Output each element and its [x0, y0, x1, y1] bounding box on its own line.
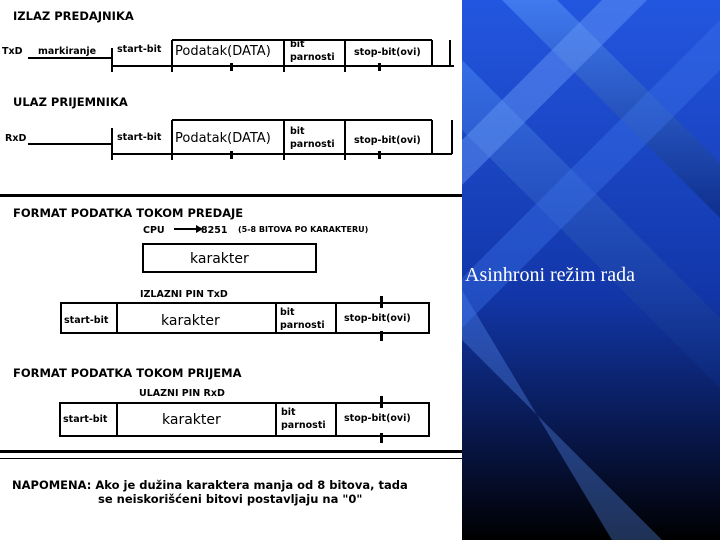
sec1-field-stop-bit: stop-bit(ovi)	[354, 47, 421, 58]
sec2-field-data: Podatak(DATA)	[175, 131, 271, 146]
sec3-pin-label: IZLAZNI PIN TxD	[140, 289, 228, 300]
sec4-field-start-bit: start-bit	[63, 414, 108, 425]
sec1-field-data: Podatak(DATA)	[175, 44, 271, 59]
sec2-field-start-bit: start-bit	[117, 132, 162, 143]
sec1-field-markiranje: markiranje	[38, 46, 97, 57]
sec1-pin-label: TxD	[2, 46, 23, 57]
note-line-2: se neiskorišćeni bitovi postavljaju na "0"	[98, 492, 363, 506]
note-line-1: NAPOMENA: Ako je dužina karaktera manja od 8 bitova, tada	[12, 478, 408, 492]
sec3-field-stop-bit: stop-bit(ovi)	[344, 313, 411, 324]
sec3-field-karakter: karakter	[161, 313, 220, 329]
sec2-field-parnosti: parnosti	[290, 139, 335, 150]
sec3-field-parnosti: parnosti	[280, 320, 325, 331]
sec4-field-stop-bit: stop-bit(ovi)	[344, 413, 411, 424]
sec3-field-start-bit: start-bit	[64, 315, 109, 326]
sec4-field-karakter: karakter	[162, 412, 221, 428]
slide-title: Asinhroni režim rada	[465, 264, 635, 286]
sec3-field-bit: bit	[280, 307, 295, 318]
sec1-field-bit: bit	[290, 39, 305, 50]
sec4-pin-label: ULAZNI PIN RxD	[139, 388, 225, 399]
sec1-field-start-bit: start-bit	[117, 44, 162, 55]
sec4-field-bit: bit	[281, 407, 296, 418]
sec3-char-box-label: karakter	[190, 251, 249, 267]
sec1-heading: IZLAZ PREDAJNIKA	[13, 9, 134, 23]
sec2-pin-label: RxD	[5, 133, 27, 144]
sec4-heading: FORMAT PODATKA TOKOM PRIJEMA	[13, 366, 242, 380]
sec4-field-parnosti: parnosti	[281, 420, 326, 431]
sec2-heading: ULAZ PRIJEMNIKA	[13, 95, 128, 109]
sec3-chip-label: 8251	[201, 225, 228, 236]
sec3-cpu-label: CPU	[143, 225, 165, 236]
sec2-field-stop-bit: stop-bit(ovi)	[354, 135, 421, 146]
sec2-field-bit: bit	[290, 126, 305, 137]
decorative-background-panel	[462, 0, 720, 540]
sec3-heading: FORMAT PODATKA TOKOM PREDAJE	[13, 206, 244, 220]
sec1-field-parnosti: parnosti	[290, 52, 335, 63]
sec3-bits-note: (5-8 BITOVA PO KARAKTERU)	[238, 225, 369, 234]
